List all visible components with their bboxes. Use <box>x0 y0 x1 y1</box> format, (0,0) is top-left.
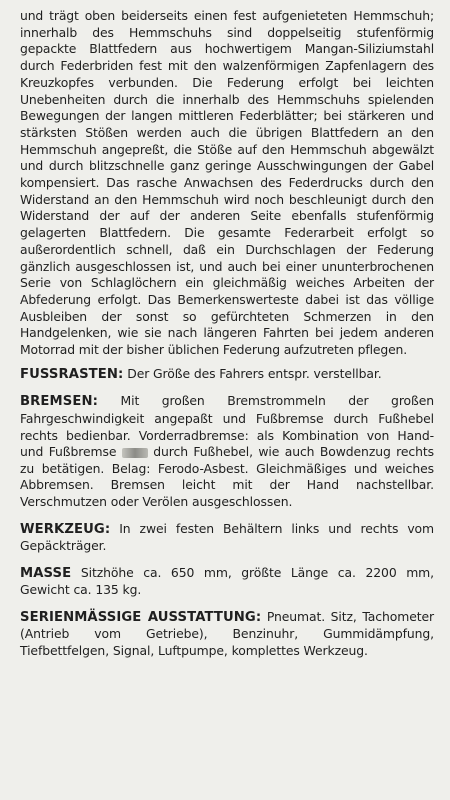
bremsen-text-after: durch Fußhebel, wie auch Bowdenzug rechts zu betätigen. Belag: Ferodo-Asbest. Gleichmäßiges und weiches Abbremsen. Bremsen leicht mit der Hand nachstellbar. Verschmutzen oder Verölen ausgeschlossen. <box>20 444 434 509</box>
bremsen-label: BREMSEN: <box>20 394 98 410</box>
masse-text: Sitzhöhe ca. 650 mm, größte Länge ca. 2200 mm, Gewicht ca. 135 kg. <box>20 564 434 598</box>
fussrasten-text: Der Größe des Fahrers entspr. verstellbar. <box>127 365 382 381</box>
section-ausstattung <box>20 609 434 660</box>
ausstattung-text: Pneumat. Sitz, Tachometer (Antrieb vom Getriebe), Benzinuhr, Gummidämpfung, Tiefbettfelgen, Signal, Luftpumpe, komplettes Werkzeug. <box>20 608 434 659</box>
section-masse <box>20 565 434 599</box>
fussrasten-label: FUSSRASTEN: <box>20 366 124 382</box>
ink-smudge <box>122 448 148 458</box>
ausstattung-label: SERIENMÄSSIGE AUSSTATTUNG: <box>20 609 262 625</box>
masse-label: MASSE <box>20 565 72 581</box>
intro-paragraph: und trägt oben beiderseits einen fest aufgenieteten Hemmschuh; innerhalb des Hemmschuhs sind doppelseitig stufenförmig gepackte Blattfedern aus hochwertigem Mangan-Siliziumstahl durch Federbriden fest mit den walzenförmigen Zapfenlagern des Kreuzkopfes verbunden. Die Federung erfolgt bei leichten Unebenheiten durch die innerhalb des Hemmschuhs spielenden Bewegungen der langen mittleren Federblätter; bei stärkeren und stärksten Stößen werden auch die übrigen Blattfedern an den Hemmschuh angepreßt, die Stöße auf den Hemmschuh abgewälzt und durch blitzschnelle ganz geringe Ausschwingungen der Gabel kompensiert. Das rasche Anwachsen des Federdrucks durch den Widerstand an den Hemmschuh wird noch beschleunigt durch den Widerstand der auf der anderen Seite ebenfalls stufenförmig gelagerten Blattfedern. Die gesamte Federarbeit erfolgt so außerordentlich schnell, daß ein Durchschlagen der Federung gänzlich ausgeschlossen ist, und auch bei einer ununterbrochenen Serie von Schlaglöchern ein gleichmäßig weiches Arbeiten der Abfederung erfolgt. Das Bemerkenswerteste dabei ist das völlige Ausbleiben der sonst so gefürchteten Schmerzen in den Handgelenken, wie sie nach längeren Fahrten bei jedem anderen Motorrad mit der bisher üblichen Federung aufzutreten pflegen. <box>20 8 434 358</box>
werkzeug-label: WERKZEUG: <box>20 521 111 537</box>
section-fussrasten <box>20 366 434 384</box>
section-bremsen <box>20 393 434 510</box>
werkzeug-text: In zwei festen Behältern links und rechts vom Gepäckträger. <box>20 520 434 554</box>
bremsen-text-before: Mit großen Bremstrommeln der großen Fahrgeschwindigkeit angepaßt und Fußbremse durch Fußhebel rechts bedienbar. Vorderradbremse: als Kombination von Hand- und Fußbremse <box>20 393 435 460</box>
section-werkzeug <box>20 521 434 555</box>
